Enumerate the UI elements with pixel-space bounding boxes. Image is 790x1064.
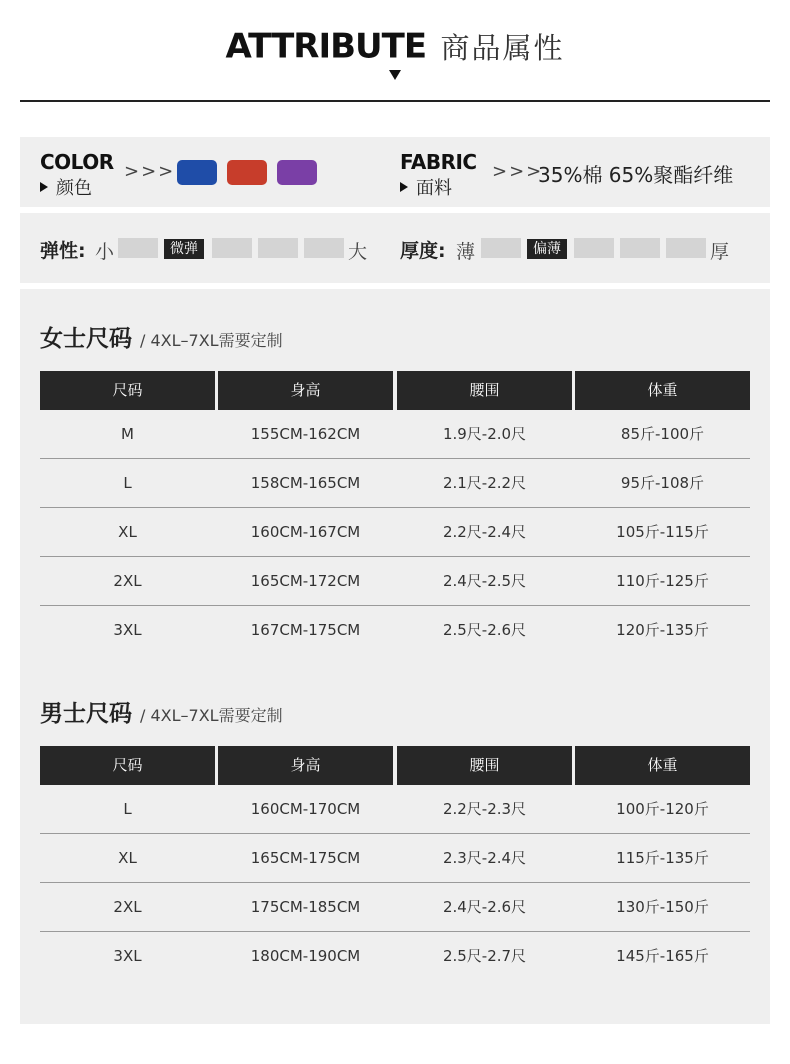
waist-cell: 2.5尺-2.7尺 [442, 947, 527, 965]
size-cell: XL [118, 523, 137, 541]
women-size-title [40, 320, 283, 353]
waist-cell: 2.5尺-2.6尺 [442, 621, 527, 639]
men-note: / 4XL–7XL需要定制 [140, 706, 283, 725]
header-cell: 尺码 [40, 746, 215, 785]
elasticity-label: 弹性: [40, 240, 86, 262]
women-size-table [40, 371, 750, 639]
height-cell: 165CM-175CM [250, 849, 361, 867]
thickness-high: 厚 [710, 241, 730, 263]
table-header [40, 746, 750, 785]
fabric-label-cn-wrap [400, 174, 452, 200]
table-row [40, 410, 750, 459]
weight-cell: 85斤-100斤 [620, 425, 705, 443]
elasticity-scale-box [212, 238, 252, 258]
chevrons-right-icon: >>> [492, 161, 544, 182]
thickness-scale-box [574, 238, 614, 258]
size-cell: XL [118, 849, 137, 867]
thickness-selected-tag: 偏薄 [527, 239, 567, 259]
height-cell: 160CM-170CM [250, 800, 361, 818]
size-chart-panel [20, 289, 770, 1024]
waist-cell: 2.1尺-2.2尺 [442, 474, 527, 492]
color-swatch-blue[interactable] [177, 160, 217, 185]
size-cell: 2XL [113, 572, 142, 590]
elasticity-low: 小 [95, 241, 115, 263]
thickness-low: 薄 [456, 241, 476, 263]
waist-cell: 2.4尺-2.6尺 [442, 898, 527, 916]
header-title-en: ATTRIBUTE [225, 26, 427, 67]
down-triangle-icon [389, 70, 401, 80]
weight-cell: 100斤-120斤 [616, 800, 709, 818]
header-title-row [0, 26, 790, 67]
height-cell: 167CM-175CM [250, 621, 361, 639]
header-cell: 腰围 [397, 371, 572, 410]
header-cell: 体重 [575, 371, 750, 410]
size-cell: M [121, 425, 134, 443]
waist-cell: 2.3尺-2.4尺 [442, 849, 527, 867]
size-cell: 3XL [113, 947, 142, 965]
men-size-title [40, 695, 283, 728]
thickness-label: 厚度: [400, 240, 446, 262]
women-title: 女士尺码 [40, 326, 132, 352]
table-row [40, 883, 750, 932]
elasticity-selected-tag: 微弹 [164, 239, 204, 259]
table-header [40, 371, 750, 410]
women-note: / 4XL–7XL需要定制 [140, 331, 283, 350]
weight-cell: 95斤-108斤 [620, 474, 705, 492]
fabric-label-en: FABRIC [400, 150, 477, 174]
header-divider [20, 100, 770, 102]
elasticity-scale-box [118, 238, 158, 258]
chevrons-right-icon: >>> [124, 161, 176, 182]
weight-cell: 130斤-150斤 [616, 898, 709, 916]
table-row [40, 508, 750, 557]
table-row [40, 932, 750, 981]
thickness-scale-box [666, 238, 706, 258]
color-fabric-panel [20, 137, 770, 207]
size-cell: L [123, 474, 132, 492]
table-row [40, 785, 750, 834]
elasticity-high: 大 [348, 241, 368, 263]
color-swatch-purple[interactable] [277, 160, 317, 185]
waist-cell: 1.9尺-2.0尺 [442, 425, 527, 443]
size-cell: L [123, 800, 132, 818]
waist-cell: 2.2尺-2.4尺 [442, 523, 527, 541]
elasticity-scale-box [304, 238, 344, 258]
size-cell: 2XL [113, 898, 142, 916]
weight-cell: 120斤-135斤 [616, 621, 709, 639]
height-cell: 160CM-167CM [250, 523, 361, 541]
play-triangle-icon [400, 182, 408, 192]
header-cell: 身高 [218, 746, 393, 785]
thickness-scale-box [620, 238, 660, 258]
men-size-table [40, 746, 750, 981]
height-cell: 165CM-172CM [250, 572, 361, 590]
waist-cell: 2.2尺-2.3尺 [442, 800, 527, 818]
height-cell: 175CM-185CM [250, 898, 361, 916]
waist-cell: 2.4尺-2.5尺 [442, 572, 527, 590]
header-cell: 尺码 [40, 371, 215, 410]
color-label-en: COLOR [40, 150, 114, 174]
header-cell: 身高 [218, 371, 393, 410]
size-cell: 3XL [113, 621, 142, 639]
weight-cell: 105斤-115斤 [616, 523, 709, 541]
weight-cell: 115斤-135斤 [616, 849, 709, 867]
fabric-composition: 35%棉 65%聚酯纤维 [538, 163, 734, 187]
table-row [40, 557, 750, 606]
height-cell: 158CM-165CM [250, 474, 361, 492]
color-swatch-red[interactable] [227, 160, 267, 185]
attribute-header [0, 0, 790, 102]
table-row [40, 606, 750, 655]
thickness-scale-box [481, 238, 521, 258]
fabric-label-cn: 面料 [416, 178, 452, 199]
table-row [40, 834, 750, 883]
header-cell: 腰围 [397, 746, 572, 785]
header-cell: 体重 [575, 746, 750, 785]
play-triangle-icon [40, 182, 48, 192]
elasticity-scale-box [258, 238, 298, 258]
color-label-cn: 颜色 [56, 178, 92, 199]
weight-cell: 110斤-125斤 [616, 572, 709, 590]
header-title-cn: 商品属性 [440, 31, 565, 65]
height-cell: 155CM-162CM [250, 425, 361, 443]
weight-cell: 145斤-165斤 [616, 947, 709, 965]
color-label-cn-wrap [40, 174, 92, 200]
elasticity-thickness-panel [20, 213, 770, 283]
height-cell: 180CM-190CM [250, 947, 361, 965]
men-title: 男士尺码 [40, 701, 132, 727]
table-row [40, 459, 750, 508]
